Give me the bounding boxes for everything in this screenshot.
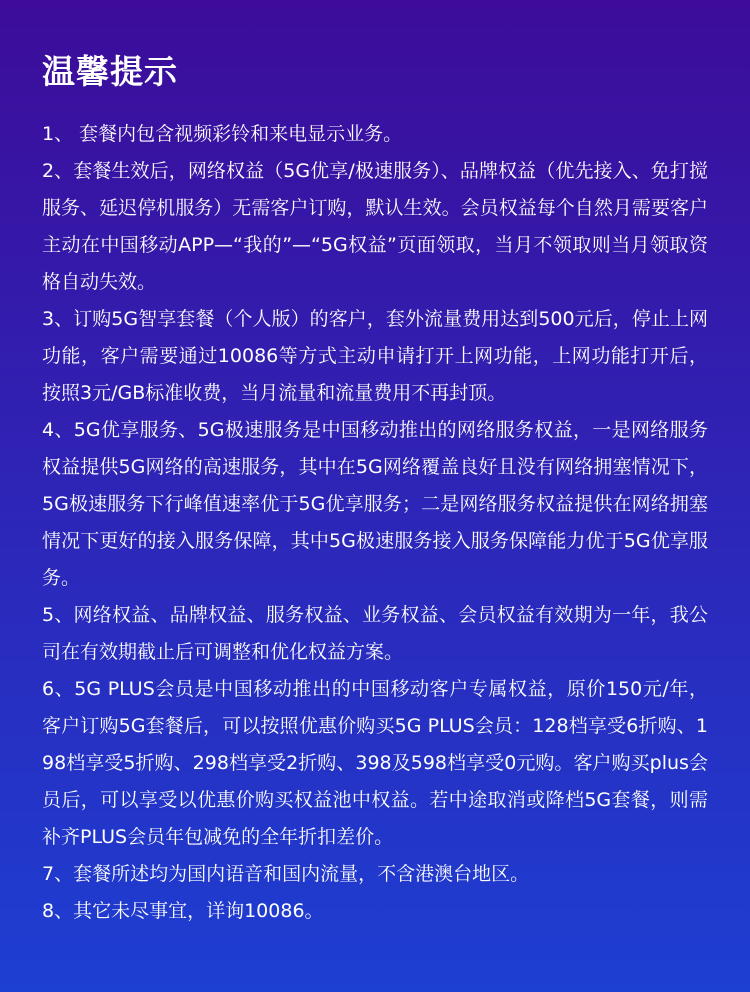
note-item-1: 1、 套餐内包含视频彩铃和来电显示业务。 [42, 123, 403, 145]
note-item-2: 2、套餐生效后，网络权益（5G优享/极速服务）、品牌权益（优先接入、免打搅服务、延迟停机服务）无需客户订购，默认生效。会员权益每个自然月需要客户主动在中国移动APP—“我的”—“5G权益”页面领取，当月不领取则当月领取资格自动失效。 [42, 160, 708, 293]
note-item-8: 8、其它未尽事宜，详询10086。 [42, 900, 324, 922]
note-item-7: 7、套餐所述均为国内语音和国内流量，不含港澳台地区。 [42, 863, 530, 885]
page-title: 温馨提示 [42, 52, 178, 91]
note-item-6: 6、5G PLUS会员是中国移动推出的中国移动客户专属权益，原价150元/年，客户订购5G套餐后，可以按照优惠价购买5G PLUS会员：128档享受6折购、198档享受5折购、298档享受2折购、398及598档享受0元购。客户购买plus会员后，可以享受以优惠价购买权益池中权益。若中途取消或降档5G套餐，则需补齐PLUS会员年包减免的全年折扣差价。 [42, 678, 708, 848]
note-item-4: 4、5G优享服务、5G极速服务是中国移动推出的网络服务权益，一是网络服务权益提供5G网络的高速服务，其中在5G网络覆盖良好且没有网络拥塞情况下，5G极速服务下行峰值速率优于5G优享服务；二是网络服务权益提供在网络拥塞情况下更好的接入服务保障，其中5G极速服务接入服务保障能力优于5G优享服务。 [42, 419, 708, 589]
note-item-3: 3、订购5G智享套餐（个人版）的客户，套外流量费用达到500元后，停止上网功能，客户需要通过10086等方式主动申请打开上网功能，上网功能打开后，按照3元/GB标准收费，当月流量和流量费用不再封顶。 [42, 308, 708, 404]
note-item-5: 5、网络权益、品牌权益、服务权益、业务权益、会员权益有效期为一年，我公司在有效期截止后可调整和优化权益方案。 [42, 604, 708, 663]
notes-list [42, 116, 708, 930]
